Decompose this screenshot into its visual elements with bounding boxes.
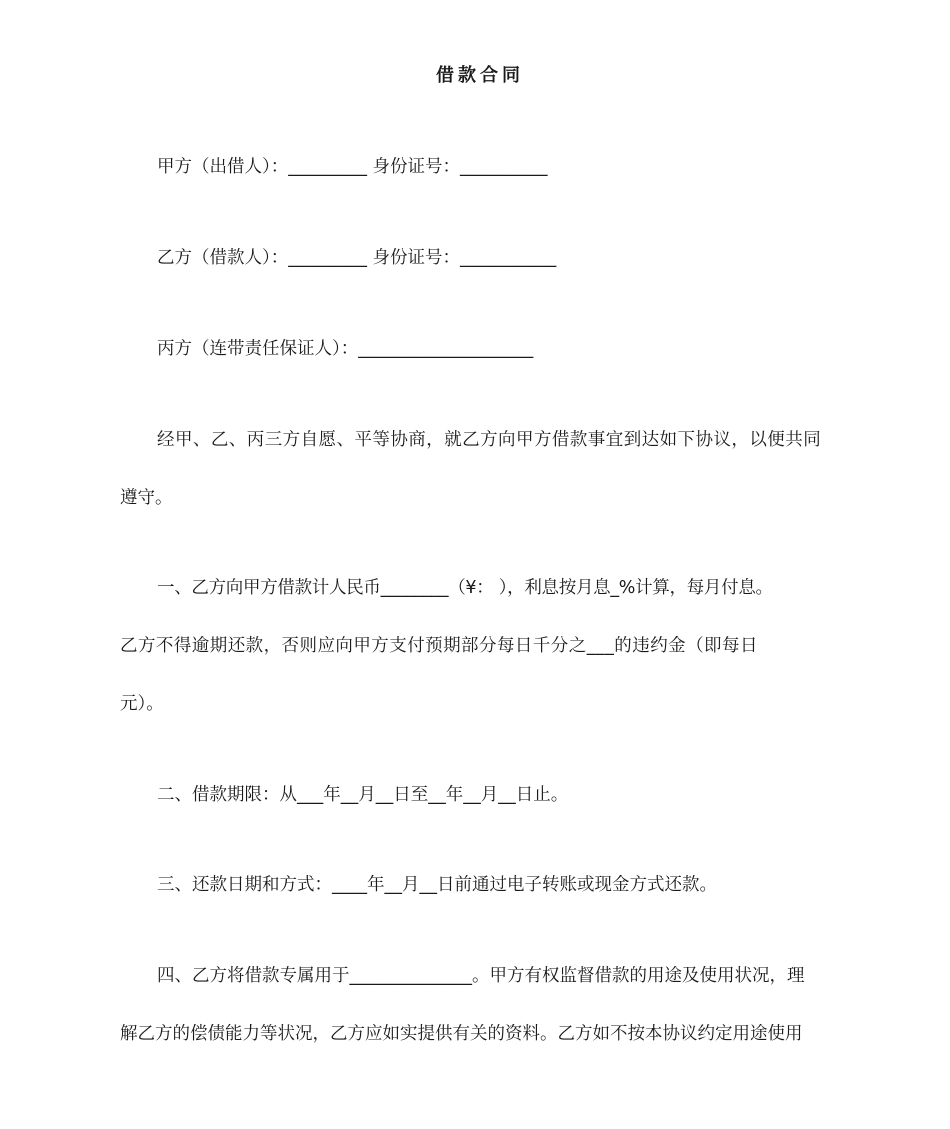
guarantor-line: 丙方（连带责任保证人）：____________________ (157, 339, 534, 359)
clause-4-line-1: 四、乙方将借款专属用于______________。甲方有权监督借款的用途及使用状况，理 (157, 966, 805, 986)
clause-3-line-1: 三、还款日期和方式：____年__月__日前通过电子转账或现金方式还款。 (157, 875, 717, 895)
clause-1-line-1: 一、乙方向甲方借款计人民币________（¥： ），利息按月息_%计算，每月付息。 (157, 578, 773, 598)
clause-2-line-1: 二、借款期限：从___年__月__日至__年__月__日止。 (157, 785, 569, 805)
borrower-line: 乙方（借款人）：_________ 身份证号：___________ (157, 248, 557, 268)
preamble-line-1: 经甲、乙、丙三方自愿、平等协商，就乙方向甲方借款事宜到达如下协议，以便共同 (157, 430, 822, 450)
clause-4-line-2: 解乙方的偿债能力等状况，乙方应如实提供有关的资料。乙方如不按本协议约定用途使用 (120, 1024, 803, 1044)
clause-1-line-3: 元）。 (120, 694, 164, 714)
clause-1-line-2: 乙方不得逾期还款，否则应向甲方支付预期部分每日千分之___的违约金（即每日 (120, 636, 758, 656)
preamble-line-2: 遵守。 (120, 488, 173, 508)
document-title: 借款合同 (436, 65, 524, 86)
lender-line: 甲方（出借人）：_________ 身份证号：__________ (157, 157, 548, 177)
